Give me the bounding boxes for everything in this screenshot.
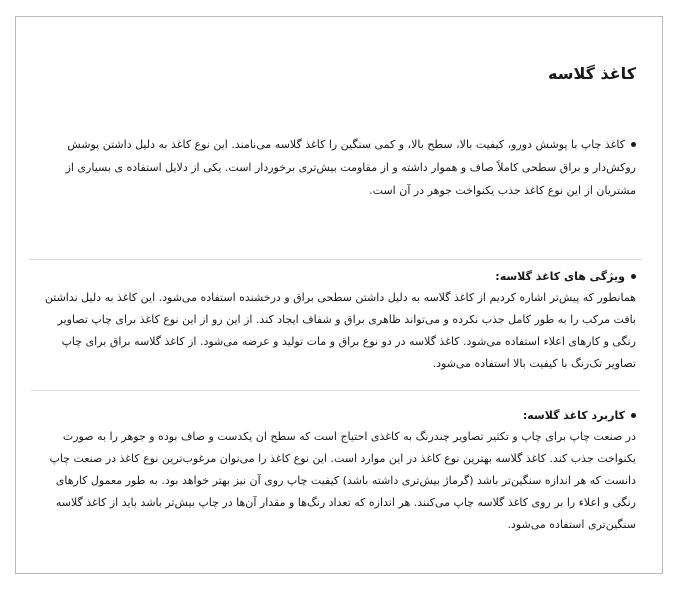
usage-heading-text: کاربرد کاغذ گلاسه: <box>522 409 625 422</box>
divider <box>31 390 640 391</box>
usage-heading <box>31 406 636 426</box>
features-heading-text: ویژگی های کاغذ گلاسه: <box>495 270 625 283</box>
page-title: کاغذ گلاسه <box>548 64 636 83</box>
divider <box>29 259 642 260</box>
intro-section <box>31 133 636 202</box>
bullet-icon <box>631 413 636 418</box>
features-heading <box>31 267 636 287</box>
bullet-icon <box>631 274 636 279</box>
features-section <box>31 267 636 375</box>
bullet-icon <box>631 142 636 147</box>
intro-paragraph <box>31 133 636 202</box>
article <box>31 50 636 531</box>
features-paragraph: همانطور که پیش‌تر اشاره کردیم از کاغذ گلاسه به دلیل داشتن سطحی براق و درخشنده استفاده می‌شود. این کاغذ به دلیل نداشتن بافت مرکب را به طور کامل جذب نکرده و می‌تواند ظاهری براق و شفاف ایجاد کند. از این رو از این نوع کاغذ برای چاپ تصاویر رنگی و کارهای اعلاء استفاده می‌شود. کاغذ گلاسه در دو نوع براق و مات تولید و عرضه می‌شود. از کاغذ گلاسه براق برای چاپ تصاویر تک‌رنگ با کیفیت بالا استفاده می‌شود. <box>44 291 636 370</box>
intro-text: کاغذ چاپ با پوشش دورو، کیفیت بالا، سطح بالا، و کمی سنگین را کاغذ گلاسه می‌نامند. این نوع کاغذ به دلیل داشتن پوشش روکش‌دار و براق سطحی کاملاً صاف و هموار داشته و از مقاومت بیش‌تری برخوردار است. یکی از دلایل استفاده ی بسیاری از مشتریان از این نوع کاغذ جذب یکنواخت جوهر در آن است. <box>65 138 636 197</box>
usage-paragraph: در صنعت چاپ برای چاپ و تکثیر تصاویر چندرنگ به کاغذی احتیاج است که سطح ان یکدست و صاف بوده و جوهر را به صورت یکنواخت جذب کند. کاغذ گلاسه بهترین نوع کاغذ در این موارد است. این نوع کاغذ را می‌توان مرغوب‌ترین نوع کاغذ در صنعت چاپ دانست که هر اندازه سنگین‌تر باشد (گرماژ بیش‌تری داشته باشد) کیفیت چاپ روی آن نیز بهتر خواهد بود. به طور معمول کارهای رنگی و اعلاء را بر روی کاغذ گلاسه چاپ می‌کنند. هر اندازه که تعداد رنگ‌ها و مقدار آن‌ها در چاپ بیش‌تر باشد باید از کاغذ گلاسه سنگین‌تری استفاده می‌شود. <box>49 430 636 531</box>
usage-section <box>31 406 636 536</box>
